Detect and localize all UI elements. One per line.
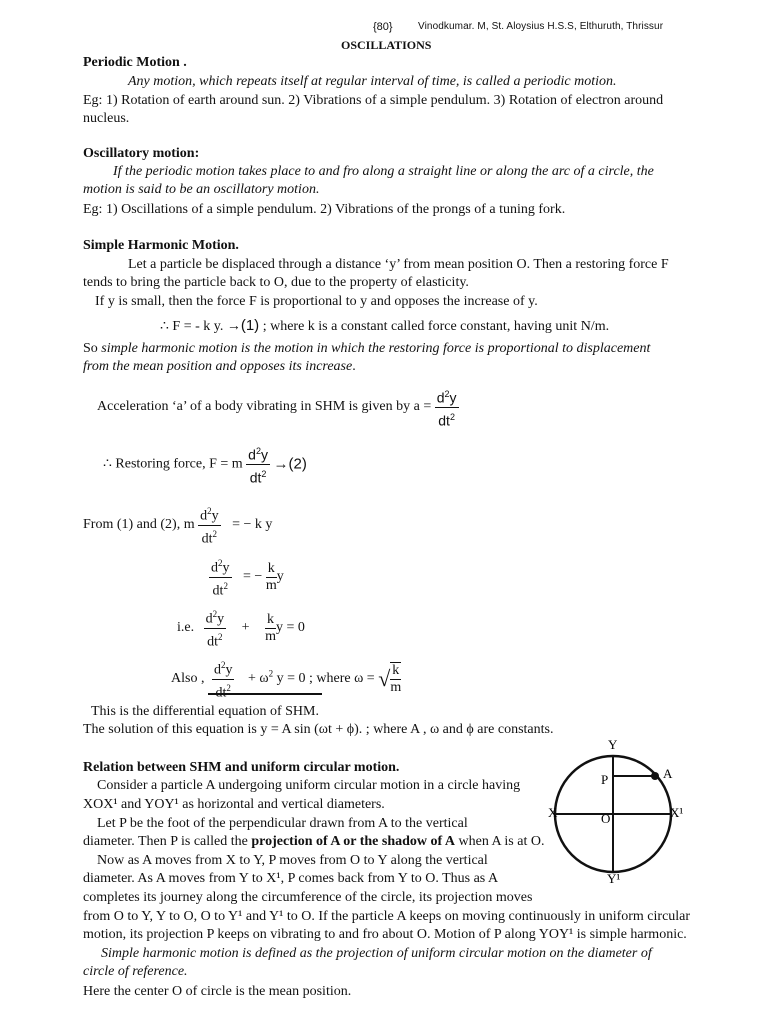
relation-heading: Relation between SHM and uniform circular motion. — [83, 760, 400, 775]
relation-line: Consider a particle A undergoing uniform circular motion in a circle having — [97, 778, 521, 793]
equation-1: ∴ F = - k y. →(1) ; where k is a constant called force constant, having unit N/m. — [160, 317, 610, 334]
relation-line: Let P be the foot of the perpendicular drawn from A to the vertical — [97, 816, 468, 831]
shm-equation-omega: Also , $\frac{d^2y}{dt^2}$ + $\omega^2$ y = 0 ; where ω = √ $\frac{k}{m}$ — [171, 657, 401, 701]
reference-circle-diagram — [540, 735, 700, 885]
relation-line: Now as A moves from X to Y, P moves from O to Y along the vertical — [97, 853, 488, 868]
label-x1: X¹ — [670, 805, 684, 820]
shm-heading: Simple Harmonic Motion. — [83, 238, 239, 253]
page-title: OSCILLATIONS — [341, 38, 432, 52]
shm-paragraph-cont: tends to bring the particle back to O, due to the property of elasticity. — [83, 275, 469, 290]
oscillatory-definition: If the periodic motion takes place to and fro along a straight line or along the arc of a circle, the — [113, 164, 654, 179]
relation-line: diameter. Then P is called the projection of A or the shadow of A when A is at O. — [83, 834, 545, 849]
shm-small-y: If y is small, then the force F is proportional to y and opposes the increase of y. — [95, 294, 538, 309]
oscillatory-examples: Eg: 1) Oscillations of a simple pendulum. 2) Vibrations of the prongs of a tuning fork. — [83, 202, 566, 217]
differential-equation-note: This is the differential equation of SHM. — [91, 704, 319, 719]
relation-line: diameter. As A moves from Y to X¹, P comes back from Y to O. Thus as A — [83, 871, 499, 886]
periodic-examples: Eg: 1) Rotation of earth around sun. 2) Vibrations of a simple pendulum. 3) Rotation of electron around — [83, 93, 664, 108]
label-y1: Y¹ — [607, 871, 621, 885]
shm-circular-definition-cont: circle of reference. — [83, 964, 188, 979]
oscillatory-definition-cont: motion is said to be an oscillatory motion. — [83, 182, 320, 197]
relation-line: XOX¹ and YOY¹ as horizontal and vertical diameters. — [83, 797, 385, 812]
mean-position-note: Here the center O of circle is the mean position. — [83, 984, 352, 999]
label-x: X — [548, 805, 558, 820]
page-number: {80} — [373, 21, 393, 33]
shm-definition: So simple harmonic motion is the motion in which the restoring force is proportional to displacement — [83, 341, 651, 356]
label-a: A — [663, 766, 673, 781]
restoring-force-equation: ∴ Restoring force, F = m $\frac{d^2y}{dt^2}$ →(2) — [103, 442, 307, 486]
acceleration-equation: Acceleration ‘a’ of a body vibrating in SHM is given by a = $\frac{d^2y}{dt^2}$ — [97, 385, 459, 429]
author-line: Vinodkumar. M, St. Aloysius H.S.S, Elthuruth, Thrissur — [418, 21, 664, 32]
shm-paragraph: Let a particle be displaced through a distance ‘y’ from mean position O. Then a restoring force F — [128, 257, 669, 272]
periodic-heading: Periodic Motion . — [83, 55, 187, 70]
solution-line: The solution of this equation is y = A sin (ωt + ϕ). ; where A , ω and ϕ are constants. — [83, 722, 554, 737]
relation-line: motion, its projection P keeps on vibrating to and fro about O. Motion of P along YOY¹ is simple harmonic. — [83, 927, 687, 942]
particle-a — [651, 772, 659, 780]
oscillatory-heading: Oscillatory motion: — [83, 146, 200, 161]
shm-circular-definition: Simple harmonic motion is defined as the projection of uniform circular motion on the diameter of — [101, 946, 652, 961]
shm-equation-ie: i.e. $\frac{d^2y}{dt^2}$ + $\frac{k}{m}$ y = 0 — [177, 606, 305, 650]
equation-underline — [208, 693, 322, 695]
label-p: P — [601, 772, 609, 787]
relation-line: completes its journey along the circumference of the circle, its projection moves — [83, 890, 533, 905]
periodic-examples-cont: nucleus. — [83, 111, 130, 126]
label-y: Y — [608, 737, 618, 752]
label-o: O — [601, 811, 611, 826]
shm-definition-cont: from the mean position and opposes its increase. — [83, 359, 356, 374]
relation-line: from O to Y, Y to O, O to Y¹ and Y¹ to O. If the particle A keeps on moving continuously in uniform circular — [83, 909, 691, 924]
periodic-definition: Any motion, which repeats itself at regular interval of time, is called a periodic motion. — [128, 74, 617, 89]
acceleration-ratio-equation: $\frac{d^2y}{dt^2}$ = − $\frac{k}{m}$ y — [209, 555, 284, 599]
combined-equation: From (1) and (2), m $\frac{d^2y}{dt^2}$ = − k y — [83, 503, 272, 547]
